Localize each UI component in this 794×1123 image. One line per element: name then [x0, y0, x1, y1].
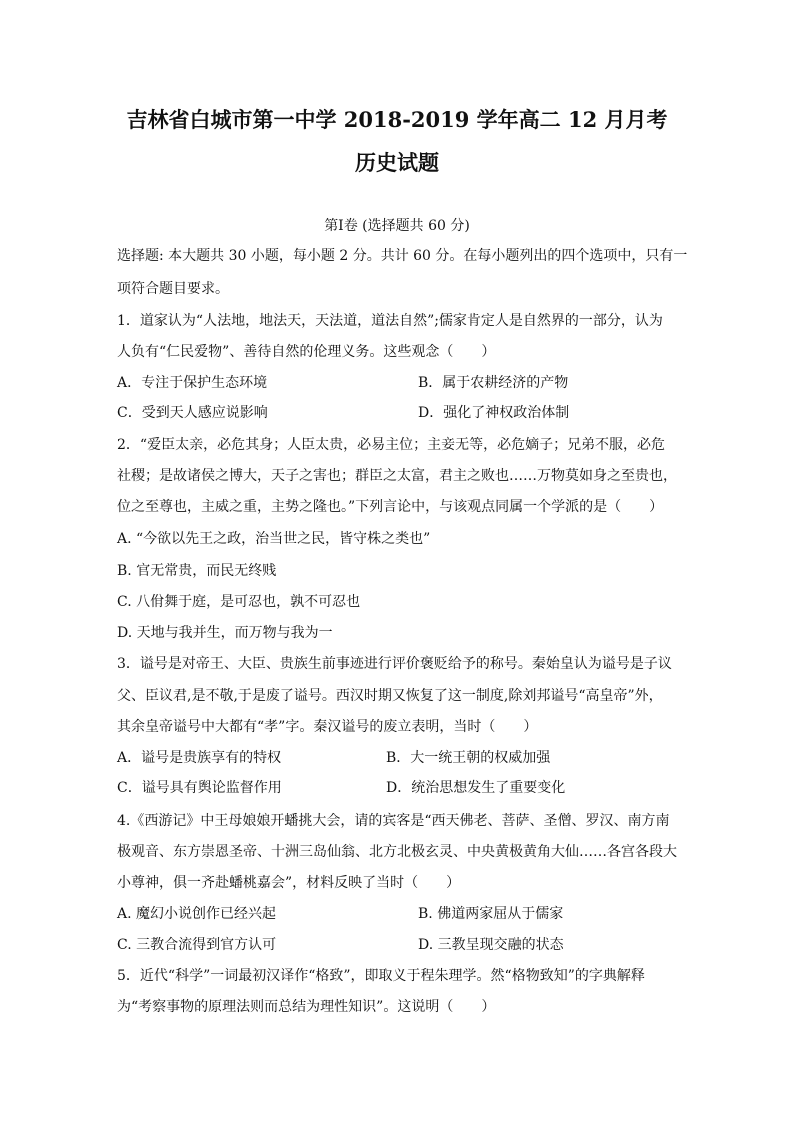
question-3-stem: 父、臣议君,是不敬,于是废了谥号。西汉时期又恢复了这一制度,除刘邦谥号“高皇帝”外，	[117, 688, 663, 704]
question-4-stem: 4.《西游记》中王母娘娘开蟠挑大会，请的宾客是“西天佛老、菩萨、圣僧、罗汉、南方南	[117, 813, 670, 829]
question-1-option-a: A．专注于保护生态环境	[117, 375, 268, 391]
exam-subject: 历史试题	[355, 150, 439, 175]
question-2-stem: 2．“爱臣太亲，必危其身；人臣太贵，必易主位；主妾无等，必危嫡子；兄弟不服，必危	[117, 437, 666, 453]
question-3-option-a: A．谥号是贵族享有的特权	[117, 750, 282, 766]
question-1-option-b: B．属于农耕经济的产物	[418, 375, 569, 391]
instructions-line: 选择题: 本大题共 30 小题，每小题 2 分。共计 60 分。在每小题列出的四个选项中，只有一	[117, 248, 688, 264]
question-4-option-b: B. 佛道两家屈从于儒家	[418, 906, 564, 922]
question-3-option-d: D．统治思想发生了重要变化	[386, 780, 566, 796]
question-1-stem: 人负有“仁民爱物”、善待自然的伦理义务。这些观念（ ）	[117, 344, 496, 360]
question-4-option-d: D. 三教呈现交融的状态	[418, 937, 564, 953]
question-1-stem: 1．道家认为“人法地，地法天，天法道，道法自然”;儒家肯定人是自然界的一部分，认为	[117, 313, 663, 329]
question-3-stem: 其余皇帝谥号中大都有“孝”字。秦汉谥号的废立表明，当时（ ）	[117, 719, 538, 735]
question-4-option-a: A. 魔幻小说创作已经兴起	[117, 906, 277, 922]
question-3-stem: 3．谥号是对帝王、大臣、贵族生前事迹进行评价褒贬给予的称号。秦始皇认为谥号是子议	[117, 656, 672, 672]
question-2-option-a: A. “今欲以先王之政，治当世之民，皆守株之类也”	[117, 531, 431, 547]
question-5-stem: 为“考察事物的原理法则而总结为理性知识”。这说明（ ）	[117, 999, 496, 1015]
question-1-option-c: C．受到天人感应说影响	[117, 405, 268, 421]
question-2-option-d: D. 天地与我并生，而万物与我为一	[117, 625, 333, 641]
question-2-stem: 社稷；是故诸侯之博大，天子之害也；群臣之太富，君主之败也……万物莫如身之至贵也，	[117, 468, 677, 484]
instructions-line: 项符合题目要求。	[117, 281, 229, 297]
question-2-stem: 位之至尊也，主威之重，主势之隆也。”下列言论中，与该观点同属一个学派的是（ ）	[117, 499, 664, 515]
question-2-option-c: C. 八佾舞于庭，是可忍也，孰不可忍也	[117, 594, 361, 610]
question-3-option-b: B．大一统王朝的权威加强	[386, 750, 551, 766]
question-4-stem: 小尊神，俱一齐赴蟠桃嘉会”，材料反映了当时（ ）	[117, 875, 461, 891]
exam-title: 吉林省白城市第一中学 2018-2019 学年高二 12 月月考	[126, 107, 668, 132]
question-5-stem: 5．近代“科学”一词最初汉译作“格致”，即取义于程朱理学。然“格物致知”的字典解释	[117, 968, 645, 984]
question-4-stem: 极观音、东方崇恩圣帝、十洲三岛仙翁、北方北极玄灵、中央黄极黄角大仙……各宫各段大	[117, 844, 677, 860]
question-2-option-b: B. 官无常贵，而民无终贱	[117, 563, 277, 579]
question-4-option-c: C. 三教合流得到官方认可	[117, 937, 277, 953]
question-1-option-d: D．强化了神权政治体制	[418, 405, 570, 421]
section-heading: 第Ⅰ卷 (选择题共 60 分)	[324, 218, 470, 234]
question-3-option-c: C．谥号具有舆论监督作用	[117, 780, 282, 796]
